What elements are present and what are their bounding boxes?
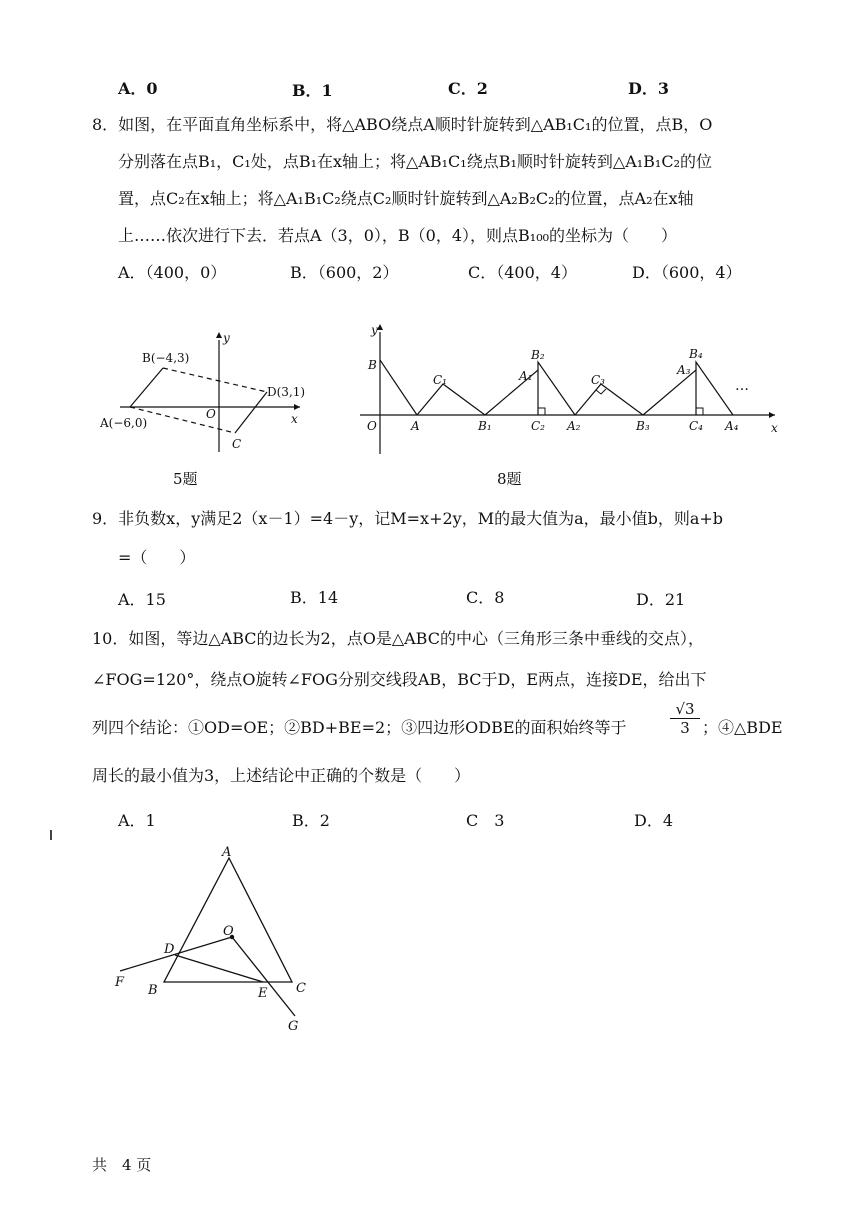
fig5-y-arrow-icon xyxy=(216,332,222,338)
q10-line-2: ∠FOG=120°，绕点O旋转∠FOG分别交线段AB，BC于D，E两点，连接DE，给出下 xyxy=(92,670,707,689)
fig8-label-y: y xyxy=(371,323,378,337)
q8-line-3: 置，点C₂在x轴上；将△A₁B₁C₂绕点C₂顺时针旋转到△A₂B₂C₂的位置，点A₂在x轴 xyxy=(118,189,694,208)
fig10-ray-og xyxy=(232,937,295,1016)
fig5-label-x: x xyxy=(291,412,298,426)
fig8-label-c3: C₃ xyxy=(591,373,605,387)
fig8-triangle-a2c3b3 xyxy=(575,384,643,415)
fig8-label-a2: A₂ xyxy=(567,419,581,433)
q10-line-3b: ；④△BDE xyxy=(702,718,783,737)
fig5-dashed-bd xyxy=(163,368,267,392)
fig5-label-o: O xyxy=(206,407,216,421)
q8-line-1: 8．如图，在平面直角坐标系中，将△ABO绕点A顺时针旋转到△AB₁C₁的位置，点B，O xyxy=(92,115,713,134)
fig10-label-d: D xyxy=(164,942,175,957)
q8-option-d[interactable]: D．（600，4） xyxy=(632,263,742,282)
fig10-label-f: F xyxy=(115,975,125,990)
fig8-caption: 8题 xyxy=(497,470,522,488)
q7-option-d[interactable]: D．3 xyxy=(628,79,670,98)
fig8-x-arrow-icon xyxy=(769,412,775,418)
q9-line-2: =（ ） xyxy=(118,548,196,567)
q7-option-a[interactable]: A．0 xyxy=(118,79,158,98)
q10-fraction-denominator: 3 xyxy=(680,719,690,737)
fig8-label-o: O xyxy=(367,419,377,433)
fig10-label-g: G xyxy=(288,1019,299,1034)
q10-fraction xyxy=(670,700,700,737)
fig8-triangle-ab1c1 xyxy=(417,384,485,415)
fig8-label-c1: C₁ xyxy=(433,373,447,387)
q8-option-a[interactable]: A．（400，0） xyxy=(118,263,227,282)
q9-option-d[interactable]: D．21 xyxy=(636,590,686,609)
fig8-label-b3: B₃ xyxy=(636,419,650,433)
fig10-label-b: B xyxy=(148,983,158,998)
fig5-segment-dc xyxy=(235,392,267,433)
fig8-label-c2: C₂ xyxy=(531,419,545,433)
fig10-ray-of xyxy=(120,937,232,971)
fig5-x-arrow-icon xyxy=(294,404,300,410)
figure-5 xyxy=(95,330,310,460)
figure-10 xyxy=(110,840,320,1035)
q8-line-2: 分别落在点B₁，C₁处，点B₁在x轴上；将△AB₁C₁绕点B₁顺时针旋转到△A₁B₁C₂的位 xyxy=(118,152,712,171)
q8-option-b[interactable]: B．（600，2） xyxy=(290,263,399,282)
margin-mark xyxy=(50,830,52,840)
q9-line-1: 9．非负数x，y满足2（x－1）=4－y，记M=x+2y，M的最大值为a，最小值b，则a+b xyxy=(92,509,724,528)
q10-option-b[interactable]: B．2 xyxy=(292,811,330,830)
fig8-segment-ba xyxy=(380,360,417,415)
fig8-label-c4: C₄ xyxy=(689,419,703,433)
fig8-right-angle-c3 xyxy=(596,389,606,394)
figure-8 xyxy=(355,322,785,462)
fig10-label-e: E xyxy=(258,986,268,1001)
q10-option-d[interactable]: D．4 xyxy=(634,811,674,830)
q7-option-b[interactable]: B．1 xyxy=(292,81,333,100)
q8-option-c[interactable]: C．（400，4） xyxy=(468,263,577,282)
fig8-label-a4: A₄ xyxy=(725,419,739,433)
page-footer: 共 4 页 xyxy=(92,1156,152,1174)
q9-option-c[interactable]: C．8 xyxy=(466,588,505,607)
fig10-triangle-abc xyxy=(164,858,292,982)
fig10-label-c: C xyxy=(296,981,306,996)
fig5-label-a: A(−6,0) xyxy=(100,416,148,430)
q8-line-4: 上……依次进行下去．若点A（3，0），B（0，4），则点B₁₀₀的坐标为（ ） xyxy=(118,226,678,245)
q10-line-3a: 列四个结论：①OD=OE；②BD+BE=2；③四边形ODBE的面积始终等于 xyxy=(92,718,627,737)
fig10-label-a: A xyxy=(222,845,232,860)
fig8-label-a1: A₁ xyxy=(519,369,533,383)
fig8-label-b2: B₂ xyxy=(531,348,545,362)
q7-option-c[interactable]: C．2 xyxy=(448,79,488,98)
fig8-right-angle-c2 xyxy=(538,408,545,415)
fig5-label-y: y xyxy=(223,331,230,345)
fig10-label-o: O xyxy=(223,924,234,939)
fig8-label-b4: B₄ xyxy=(689,347,703,361)
fig5-caption: 5题 xyxy=(173,470,198,488)
fig8-right-angle-c4 xyxy=(696,408,703,415)
fig8-y-arrow-icon xyxy=(377,324,383,330)
fig8-label-a: A xyxy=(411,419,420,433)
fig8-segment-b2a2 xyxy=(538,362,575,415)
fig8-label-b: B xyxy=(368,358,377,372)
fig8-label-dots: … xyxy=(735,378,749,394)
fig5-label-b: B(−4,3) xyxy=(142,351,190,365)
q9-option-b[interactable]: B．14 xyxy=(290,588,339,607)
q10-option-c[interactable]: C 3 xyxy=(466,811,505,830)
q10-line-1: 10．如图，等边△ABC的边长为2，点O是△ABC的中心（三角形三条中垂线的交点）， xyxy=(92,629,704,648)
fig5-label-c: C xyxy=(232,437,242,451)
fig8-label-x: x xyxy=(771,421,778,435)
fig8-segment-b4a4 xyxy=(696,362,733,415)
fig8-label-a3: A₃ xyxy=(677,363,691,377)
q9-option-a[interactable]: A．15 xyxy=(118,590,166,609)
fig5-segment-ab xyxy=(130,368,163,407)
fig8-label-b1: B₁ xyxy=(478,419,492,433)
fig5-label-d: D(3,1) xyxy=(267,385,306,399)
q10-option-a[interactable]: A．1 xyxy=(118,811,156,830)
q10-line-4: 周长的最小值为3，上述结论中正确的个数是（ ） xyxy=(92,766,471,785)
q10-fraction-numerator: √3 xyxy=(670,700,700,719)
